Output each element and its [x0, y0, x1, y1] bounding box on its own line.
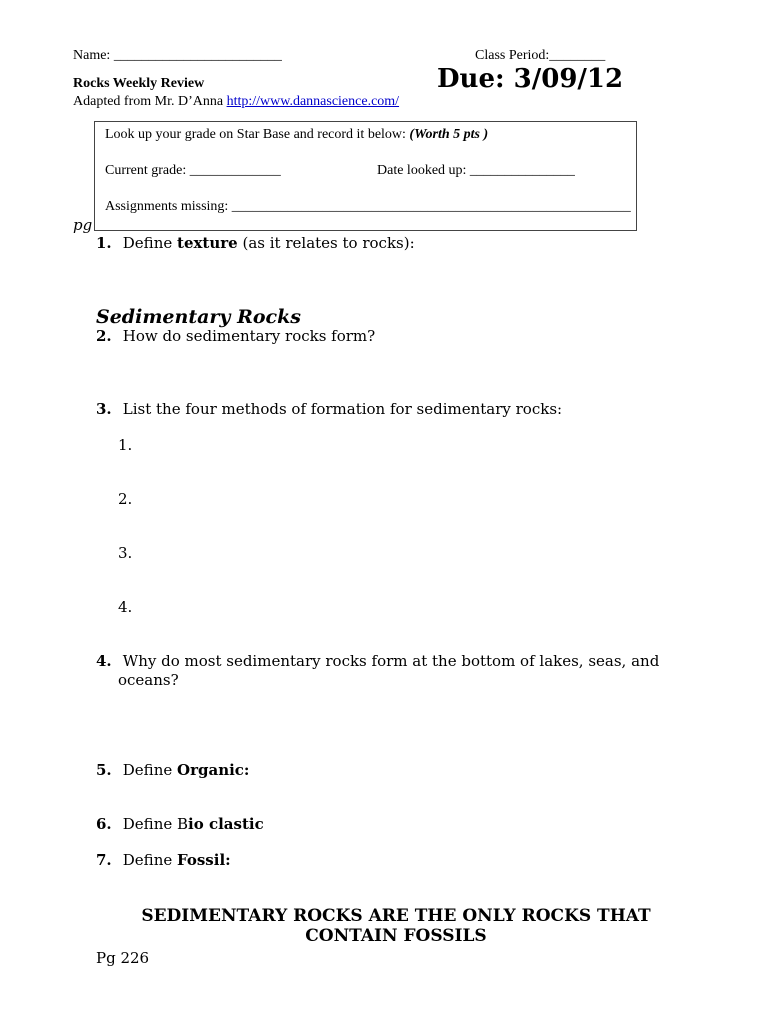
grade-instructions-text: Look up your grade on Star Base and record it below:: [105, 127, 406, 142]
method-item-2: 2.: [118, 490, 133, 508]
margin-note: pg: [73, 216, 93, 234]
assignments-missing-field[interactable]: Assignments missing: _________________________________________________________: [105, 199, 631, 214]
grade-box: [94, 121, 637, 231]
question-6: [96, 815, 264, 833]
method-item-1: 1.: [118, 436, 133, 454]
name-field: [73, 48, 282, 64]
question-7-pre: Define: [122, 851, 173, 869]
question-number: 5.: [96, 761, 112, 779]
question-1-pre: Define: [122, 234, 173, 252]
question-number: 1.: [96, 234, 112, 252]
name-label: Name:: [73, 48, 111, 63]
question-number: 7.: [96, 851, 112, 869]
question-number: 4.: [96, 652, 112, 670]
name-blank[interactable]: ________________________: [113, 48, 282, 63]
question-2-text: How do sedimentary rocks form?: [122, 327, 376, 345]
date-looked-up-field[interactable]: Date looked up: _______________: [377, 163, 575, 178]
document-title: Rocks Weekly Review: [73, 76, 205, 91]
question-1-post: (as it relates to rocks):: [242, 234, 415, 252]
question-6-term: io clastic: [188, 815, 264, 833]
current-grade-field[interactable]: Current grade: _____________: [105, 163, 281, 178]
question-number: 3.: [96, 400, 112, 418]
adapted-text: Adapted from Mr. D’Anna: [73, 94, 224, 109]
question-4-line2: oceans?: [118, 671, 179, 689]
question-7: [96, 851, 231, 869]
method-item-4: 4.: [118, 598, 133, 616]
class-period-field[interactable]: Class Period:________: [475, 48, 606, 63]
page-reference: Pg 226: [96, 949, 150, 967]
method-item-3: 3.: [118, 544, 133, 562]
question-7-term: Fossil:: [177, 851, 231, 869]
due-date: Due: 3/09/12: [437, 64, 624, 94]
question-3: [96, 400, 562, 418]
question-3-text: List the four methods of formation for sedimentary rocks:: [122, 400, 563, 418]
question-4-line1: Why do most sedimentary rocks form at the bottom of lakes, seas, and: [122, 652, 660, 670]
question-5-term: Organic:: [177, 761, 250, 779]
fossil-banner: SEDIMENTARY ROCKS ARE THE ONLY ROCKS THAT CONTAIN FOSSILS: [141, 906, 651, 946]
question-2: [96, 327, 375, 345]
question-6-pre: Define B: [122, 815, 189, 833]
grade-instructions: [105, 127, 488, 143]
question-1-term: texture: [177, 234, 238, 252]
question-number: 2.: [96, 327, 112, 345]
dannascience-link[interactable]: http://www.dannascience.com/: [226, 94, 400, 109]
worth-points: (Worth 5 pts ): [409, 127, 489, 142]
question-number: 6.: [96, 815, 112, 833]
question-5-pre: Define: [122, 761, 173, 779]
adapted-from: [73, 94, 399, 110]
section-title: Sedimentary Rocks: [96, 306, 301, 328]
question-1: [96, 234, 415, 252]
question-5: [96, 761, 249, 779]
question-4: [96, 652, 659, 670]
